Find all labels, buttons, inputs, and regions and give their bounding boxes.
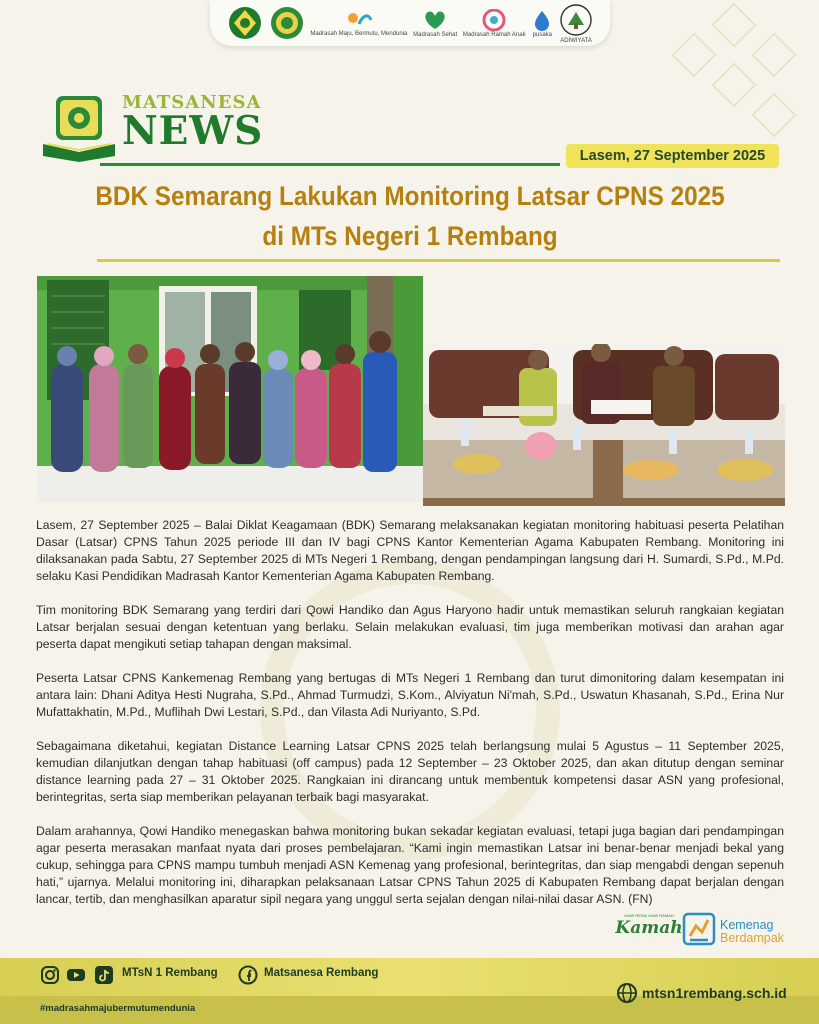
article-paragraph-2: Tim monitoring BDK Semarang yang terdiri dari Qowi Handiko dan Agus Haryono hadir untuk memastikan seluruh rangkaian kegiatan Latsar berjalan sesuai dengan ketentuan yang berlaku. Selain melakukan evaluasi, tim juga memberikan motivasi dan arahan agar peserta dapat mengikuti setiap tahapan dengan maksimal.: [36, 603, 784, 651]
book-emblem-icon: [40, 94, 118, 164]
header-divider: [100, 163, 560, 166]
madrasah-maju-caption: Madrasah Maju, Bermutu, Mendunia: [310, 30, 408, 37]
kamah-badge: [614, 913, 684, 947]
kemenag-label: Kemenag: [720, 918, 774, 932]
date-badge: Lasem, 27 September 2025: [566, 144, 779, 168]
headline-line-1: BDK Semarang Lakukan Monitoring Latsar CPNS 2025: [95, 181, 725, 211]
website-link[interactable]: mtsn1rembang.sch.id: [642, 985, 787, 1001]
kamah-script-text: Kamah: [615, 918, 683, 938]
masthead-title-news: NEWS: [122, 108, 264, 154]
matsanesa-news-masthead: [40, 92, 280, 164]
adiwiyata-caption: ADIWIYATA: [560, 37, 592, 44]
berdampak-label: Berdampak: [720, 931, 784, 945]
globe-icon: [616, 982, 638, 1004]
article-paragraph-3: Peserta Latsar CPNS Kankemenag Rembang yang bertugas di MTs Negeri 1 Rembang dan turut dimonitoring dalam kesempatan ini antara lain: Dhani Aditya Hesti Nugraha, S.Pd., Ahmad Turmudzi, S.Kom., Alviyatun Ni'mah, S.Pd., Uswatun Khasanah, S.Pd., Erina Nur Mufattakhatin, M.Pd., Muflihah Dwi Lestari, S.Pd., dan Vilasta Adi Nuriyanto, S.Pd.: [36, 671, 784, 719]
social-handle[interactable]: MTsN 1 Rembang: [122, 967, 218, 979]
tiktok-icon[interactable]: [94, 965, 114, 985]
partner-logo-strip: [210, 0, 610, 46]
article-paragraph-1: Lasem, 27 September 2025 – Balai Diklat Keagamaan (BDK) Semarang melaksanakan kegiatan monitoring habituasi peserta Pelatihan Dasar (Latsar) CPNS Tahun 2025 periode III dan IV bagi CPNS Kantor Kementerian Agama Kabupaten Rembang. Monitoring ini dilaksanakan pada Sabtu, 27 September 2025 di MTs Negeri 1 Rembang, dengan pendampingan langsung dari H. Sumardi, S.Pd., M.Pd. selaku Kasi Pendidikan Madrasah Kantor Kementerian Agama Kabupaten Rembang.: [36, 518, 784, 583]
madrasah-ramah-anak-caption: Madrasah Ramah Anak: [462, 31, 526, 38]
meeting-photo: [423, 344, 785, 506]
madrasah-maju-logo: [310, 10, 407, 37]
instagram-icon[interactable]: [40, 965, 60, 985]
pusaka-caption: pusaka: [532, 31, 552, 38]
article-paragraph-5: Dalam arahannya, Qowi Handiko menegaskan bahwa monitoring bukan sekadar kegiatan evaluasi, tetapi juga bagian dari pendampingan agar peserta merasakan manfaat nyata dari proses pembelajaran. “Kami ingin memastikan Latsar ini benar-benar menjadi bekal yang cukup, sehingga para CPNS mampu tumbuh menjadi ASN Kemenag yang profesional, berintegritas, dan siap mengabdi dengan sepenuh hati,” ujarnya. Melalui monitoring ini, diharapkan pelaksanaan Latsar CPNS Tahun 2025 di Kabupaten Rembang dapat berjalan dengan lancar, tertib, dan menghasilkan aparatur sipil negara yang unggul serta sejalan dengan nilai-nilai dasar ASN. (FN): [36, 824, 784, 906]
headline-line-2: di MTs Negeri 1 Rembang: [262, 221, 558, 251]
facebook-icon[interactable]: [238, 965, 258, 985]
kemenag-berdampak-icon: [682, 912, 716, 946]
headline-divider: [97, 259, 780, 262]
article-paragraph-4: Sebagaimana diketahui, kegiatan Distance Learning Latsar CPNS 2025 telah berlangsung mulai 5 Agustus – 11 September 2025, kemudian dilanjutkan dengan tahap habituasi (off campus) pada 12 September – 23 Oktober 2025, dan akan ditutup dengan seminar distance learning pada 27 – 31 Oktober 2025. Rangkaian ini dirancang untuk membentuk kompetensi dasar ASN yang profesional, berintegritas, serta siap memberikan pelayanan terbaik bagi masyarakat.: [36, 739, 784, 804]
kemenag-emblem: [227, 5, 263, 41]
madrasah-sehat-caption: Madrasah Sehat: [413, 31, 458, 38]
masthead-title-top: MATSANESA: [122, 92, 262, 113]
article-headline: [77, 176, 743, 256]
article-body: [36, 517, 784, 925]
madrasah-emblem: [269, 5, 305, 41]
madrasah-ramah-anak-logo: [463, 9, 526, 38]
madrasah-sehat-logo: [413, 9, 457, 38]
hashtag: #madrasahmajubermutumendunia: [40, 1003, 196, 1014]
kamah-tagline: KAMI RESIK KAMI RAMAH: [624, 913, 674, 918]
group-photo: [37, 276, 423, 502]
kemenag-berdampak-badge: [682, 912, 792, 948]
facebook-handle[interactable]: Matsanesa Rembang: [264, 967, 379, 979]
pusaka-logo: [531, 9, 553, 38]
adiwiyata-logo: [559, 3, 593, 44]
youtube-icon[interactable]: [66, 965, 86, 985]
